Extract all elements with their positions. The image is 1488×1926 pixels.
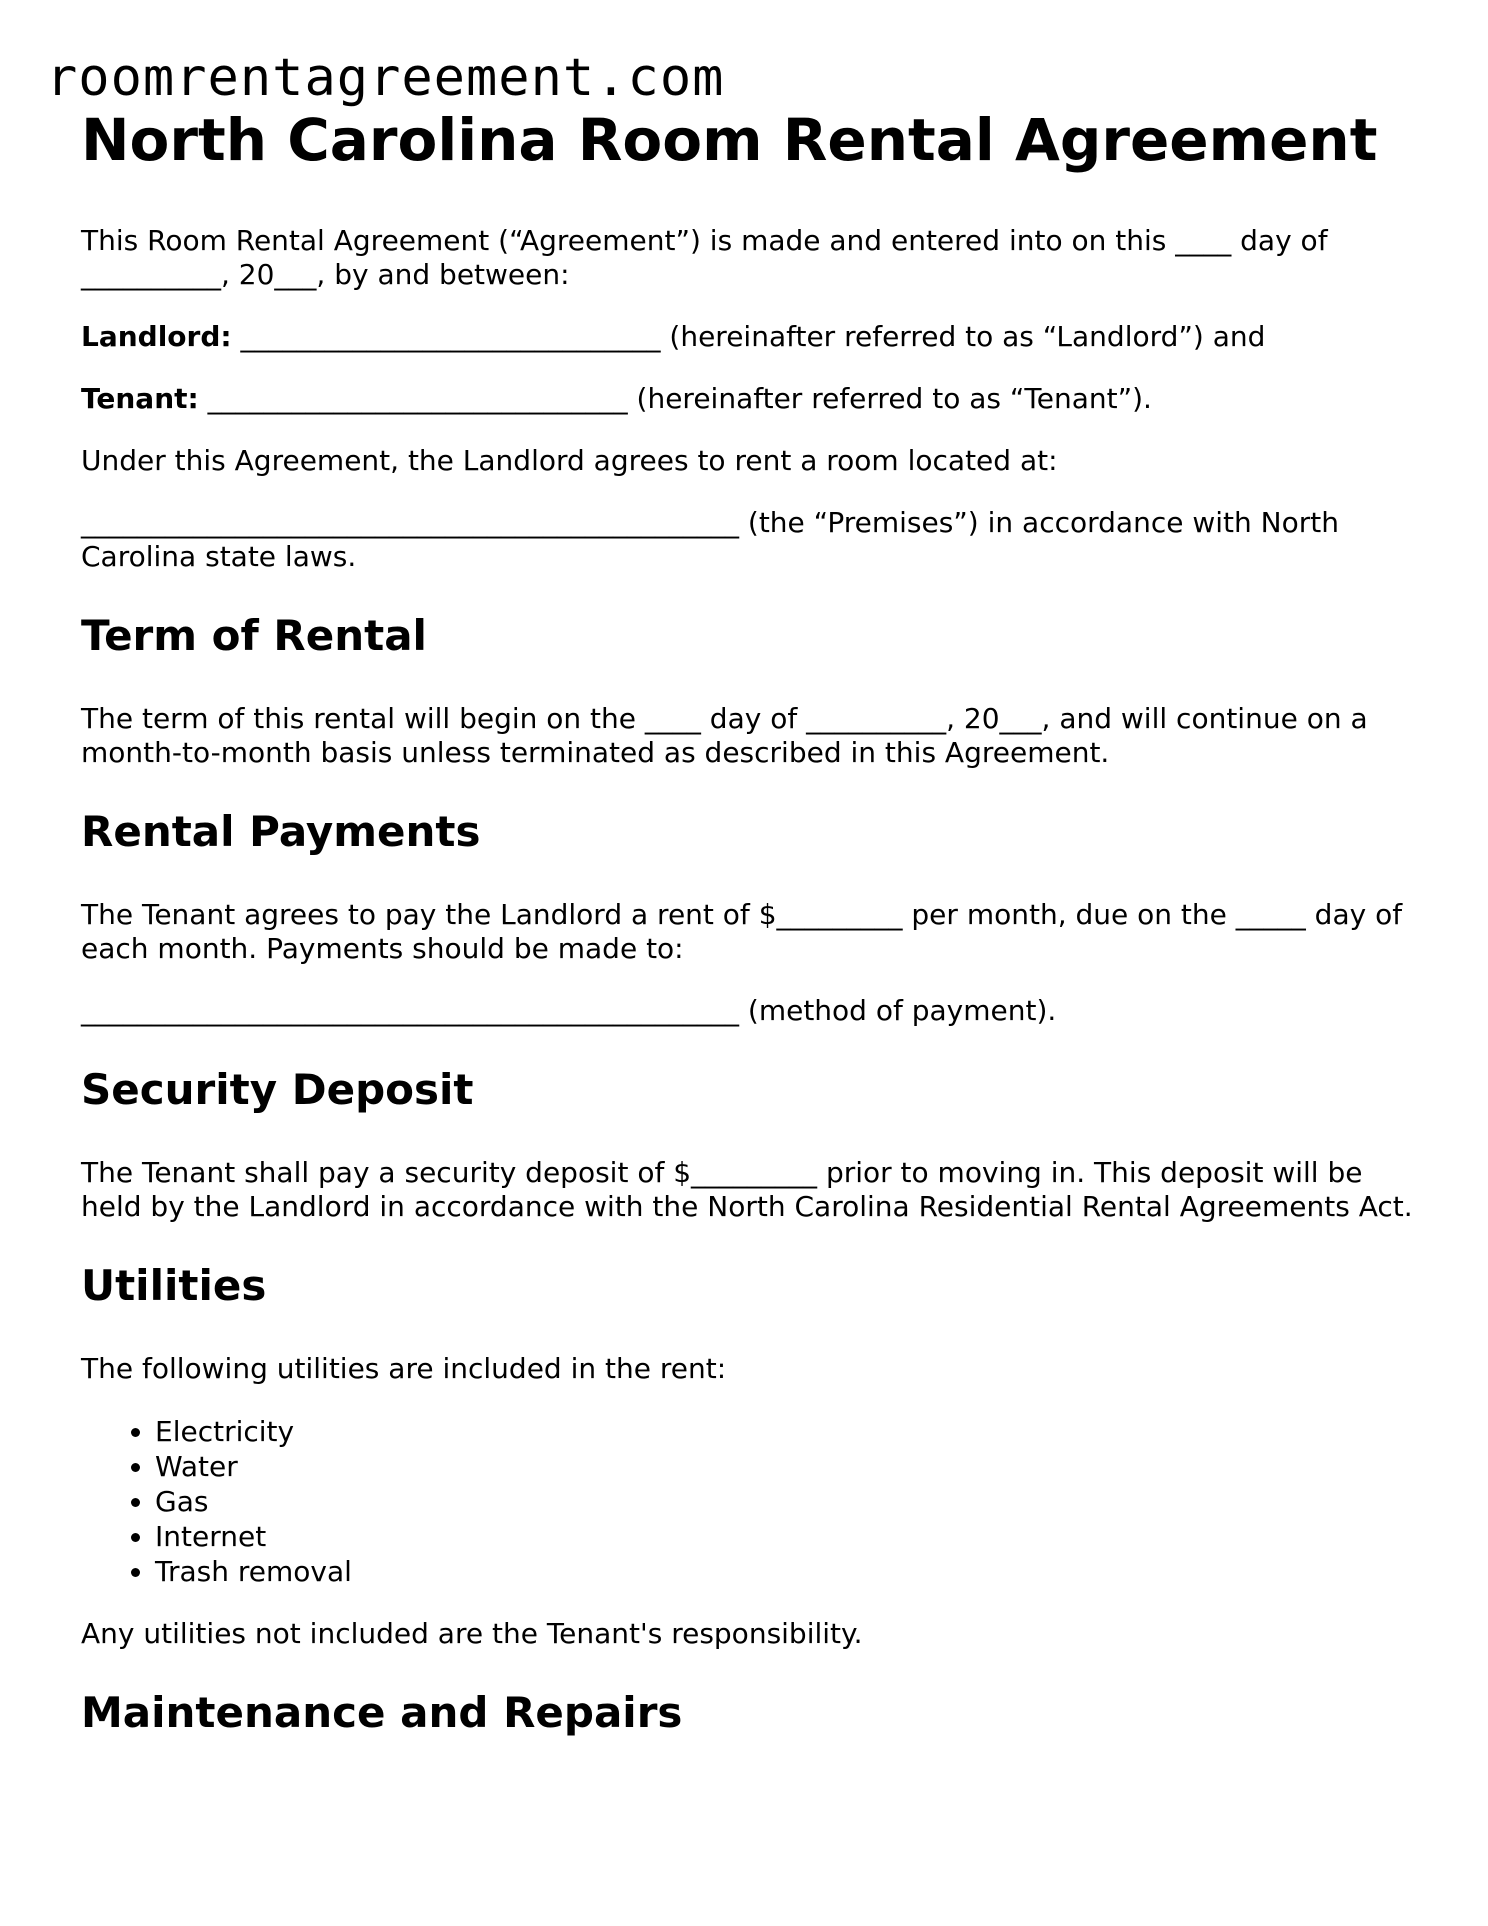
list-item: • Gas bbox=[155, 1484, 1421, 1519]
term-heading: Term of Rental bbox=[81, 611, 427, 660]
term-body: The term of this rental will begin on the ____ day of __________, 20___, and will continue on a month-to-month basis unless terminated as described in this Agreement. bbox=[81, 702, 1368, 769]
list-item: • Water bbox=[155, 1449, 1421, 1484]
maintenance-heading: Maintenance and Repairs bbox=[81, 1688, 683, 1737]
landlord-line bbox=[81, 320, 1421, 354]
utilities-note: Any utilities not included are the Tenant's responsibility. bbox=[81, 1617, 863, 1650]
agreement-document bbox=[81, 100, 1421, 1779]
premises-intro: Under this Agreement, the Landlord agrees to rent a room located at: bbox=[81, 444, 1058, 477]
list-item: • Trash removal bbox=[155, 1554, 1421, 1589]
landlord-label: Landlord: bbox=[81, 320, 232, 353]
payments-heading: Rental Payments bbox=[81, 807, 481, 856]
premises-line: _______________________________________________ (the “Premises”) in accordance with North Carolina state laws. bbox=[81, 506, 1339, 573]
utilities-intro: The following utilities are included in the rent: bbox=[81, 1352, 727, 1385]
tenant-line bbox=[81, 382, 1421, 416]
intro-paragraph: This Room Rental Agreement (“Agreement”) is made and entered into on this ____ day of __________, 20___, by and between: bbox=[81, 224, 1328, 291]
utilities-list bbox=[81, 1414, 1421, 1589]
tenant-text: ______________________________ (hereinafter referred to as “Tenant”). bbox=[198, 382, 1152, 415]
site-watermark: roomrentagreement.com bbox=[46, 48, 725, 108]
payments-body: The Tenant agrees to pay the Landlord a rent of $_________ per month, due on the _____ day of each month. Payments should be made to: bbox=[81, 898, 1403, 965]
document-title: North Carolina Room Rental Agreement bbox=[81, 106, 1378, 174]
landlord-text: ______________________________ (hereinafter referred to as “Landlord”) and bbox=[231, 320, 1266, 353]
deposit-body: The Tenant shall pay a security deposit of $_________ prior to moving in. This deposit will be held by the Landlord in accordance with the North Carolina Residential Rental Agreements Act. bbox=[81, 1156, 1413, 1223]
utilities-heading: Utilities bbox=[81, 1261, 267, 1310]
tenant-label: Tenant: bbox=[81, 382, 199, 415]
list-item: • Internet bbox=[155, 1519, 1421, 1554]
deposit-heading: Security Deposit bbox=[81, 1065, 474, 1114]
payment-method-line: _______________________________________________ (method of payment). bbox=[81, 994, 1057, 1027]
list-item: • Electricity bbox=[155, 1414, 1421, 1449]
